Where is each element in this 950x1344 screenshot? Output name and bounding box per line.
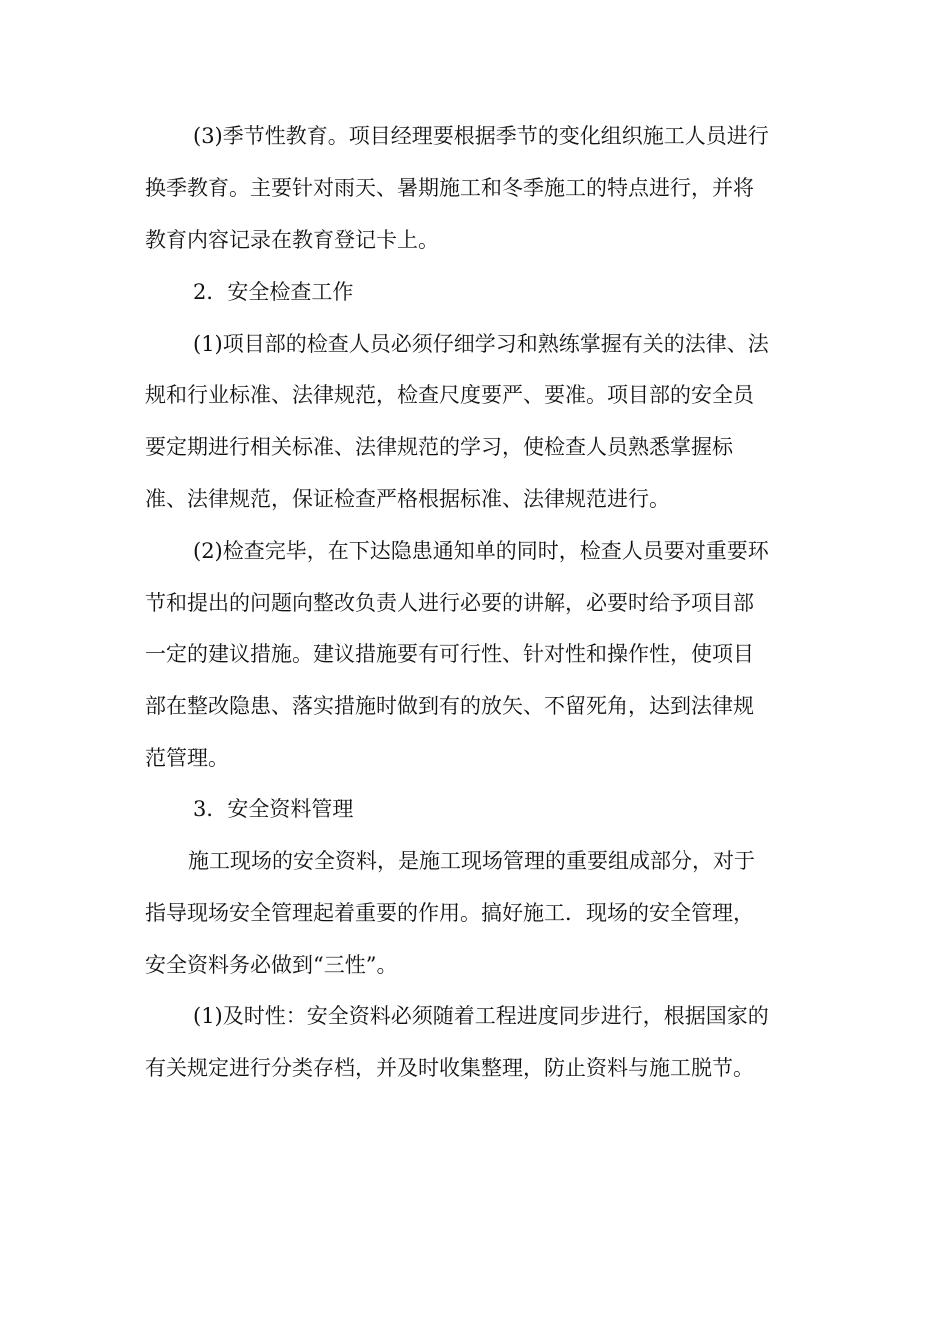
paragraph-line: (1)项目部的检查人员必须仔细学习和熟练掌握有关的法律、法 [193, 332, 769, 356]
paragraph-line: (2)检查完毕，在下达隐患通知单的同时，检查人员要对重要环 [193, 539, 769, 563]
paragraph-line: 要定期进行相关标准、法律规范的学习，使检查人员熟悉掌握标 [145, 435, 733, 459]
paragraph-line: 安全资料务必做到“三性”。 [145, 953, 398, 977]
paragraph-line: 施工现场的安全资料，是施工现场管理的重要组成部分，对于 [188, 849, 755, 873]
section-heading: 3．安全资料管理 [193, 797, 354, 821]
section-heading: 2．安全检查工作 [193, 280, 354, 304]
paragraph-line: (3)季节性教育。项目经理要根据季节的变化组织施工人员进行 [193, 124, 769, 148]
paragraph-line: 节和提出的问题向整改负责人进行必要的讲解，必要时给予项目部 [145, 591, 754, 615]
paragraph-line: 有关规定进行分类存档，并及时收集整理，防止资料与施工脱节。 [145, 1056, 754, 1080]
paragraph-line: 一定的建议措施。建议措施要有可行性、针对性和操作性，使项目 [145, 642, 754, 666]
paragraph-line: 准、法律规范，保证检查严格根据标准、法律规范进行。 [145, 487, 670, 511]
paragraph-line: 规和行业标准、法律规范，检查尺度要严、要准。项目部的安全员 [145, 383, 754, 407]
paragraph-line: 范管理。 [145, 746, 229, 770]
paragraph-line: 换季教育。主要针对雨天、暑期施工和冬季施工的特点进行，并将 [145, 176, 754, 200]
paragraph-line: 教育内容记录在教育登记卡上。 [145, 228, 439, 252]
paragraph-line: 指导现场安全管理起着重要的作用。搞好施工．现场的安全管理， [145, 901, 754, 925]
paragraph-line: 部在整改隐患、落实措施时做到有的放矢、不留死角，达到法律规 [145, 694, 754, 718]
paragraph-line: (1)及时性：安全资料必须随着工程进度同步进行，根据国家的 [193, 1004, 769, 1028]
